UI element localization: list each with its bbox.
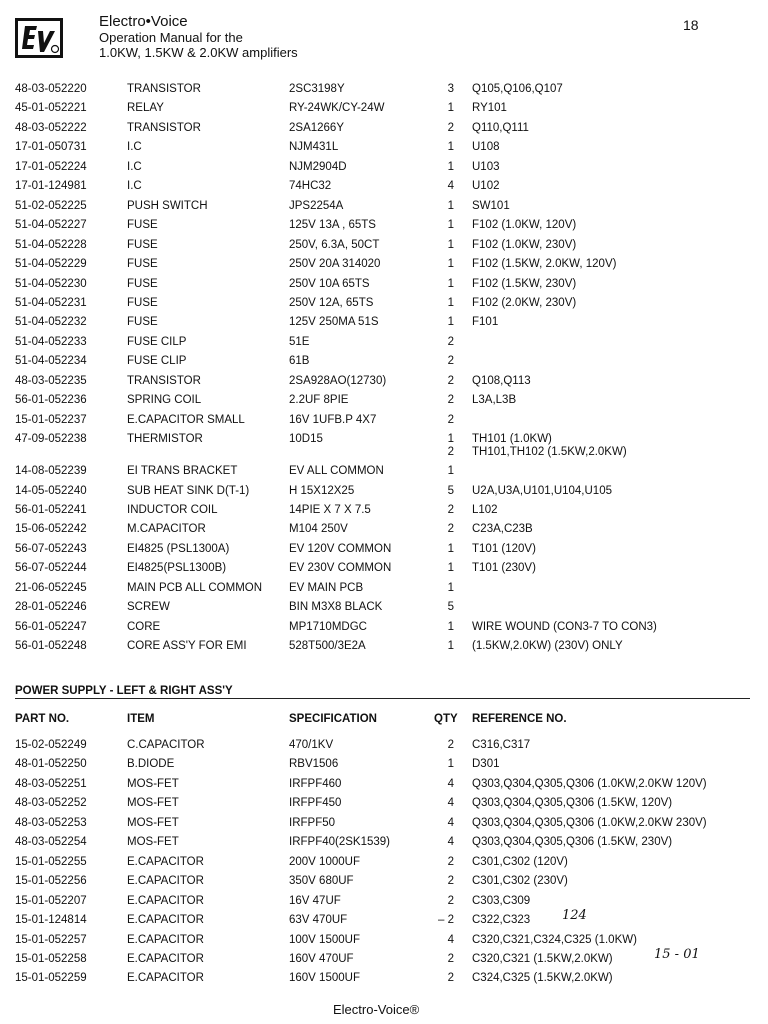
table-row	[0, 81, 768, 97]
quantity: 1	[447, 542, 454, 555]
table-row	[0, 334, 768, 350]
quantity: 1	[447, 562, 454, 575]
part-number: 21-06-052245	[15, 581, 87, 594]
quantity: 5	[447, 484, 454, 497]
item-name: FUSE	[127, 277, 158, 290]
reference-no: (1.5KW,2.0KW) (230V) ONLY	[472, 640, 623, 653]
item-name: CORE ASS'Y FOR EMI	[127, 640, 247, 653]
reference-no: Q303,Q304,Q305,Q306 (1.0KW,2.0KW 230V)	[472, 816, 707, 829]
item-name: E.CAPACITOR	[127, 894, 204, 907]
footer-brand: Electro-Voice®	[333, 1002, 420, 1017]
part-number: 15-01-052237	[15, 413, 87, 426]
table-row	[0, 619, 768, 635]
part-number: 17-01-050731	[15, 141, 87, 154]
table-row	[0, 139, 768, 155]
specification: MP1710MDGC	[289, 620, 367, 633]
specification: 250V 10A 65TS	[289, 277, 370, 290]
quantity: 4	[447, 777, 454, 790]
table-row	[0, 737, 768, 753]
part-number: 14-05-052240	[15, 484, 87, 497]
item-name: I.C	[127, 160, 142, 173]
header-item: ITEM	[127, 713, 155, 725]
specification: 200V 1000UF	[289, 855, 360, 868]
item-name: MOS-FET	[127, 797, 179, 810]
quantity: 2	[447, 523, 454, 536]
item-name: TRANSISTOR	[127, 374, 201, 387]
reference-no-alt: TH101,TH102 (1.5KW,2.0KW)	[472, 446, 627, 459]
reference-no: TH101 (1.0KW)	[472, 433, 552, 446]
reference-no: U103	[472, 160, 500, 173]
part-number: 48-01-052250	[15, 758, 87, 771]
part-number: 28-01-052246	[15, 601, 87, 614]
brand-name: Electro•Voice	[99, 13, 188, 30]
part-number: 45-01-052221	[15, 102, 87, 115]
reference-no: Q110,Q111	[472, 121, 529, 134]
header-reference: REFERENCE NO.	[472, 713, 567, 725]
part-number: 15-01-052256	[15, 875, 87, 888]
part-number: 47-09-052238	[15, 433, 87, 446]
part-number: 51-04-052230	[15, 277, 87, 290]
table-row	[0, 159, 768, 175]
item-name: RELAY	[127, 102, 164, 115]
item-name: SUB HEAT SINK D(T-1)	[127, 484, 250, 497]
section-divider	[15, 698, 750, 699]
quantity: 1	[447, 433, 454, 446]
item-name: E.CAPACITOR	[127, 933, 204, 946]
item-name: FUSE	[127, 258, 158, 271]
table-row	[0, 638, 768, 654]
quantity: 2	[447, 413, 454, 426]
handwritten-note: 15 - 01	[654, 946, 700, 962]
part-number: 15-06-052242	[15, 523, 87, 536]
quantity: 1	[447, 758, 454, 771]
item-name: SPRING COIL	[127, 394, 202, 407]
part-number: 15-02-052249	[15, 739, 87, 751]
table-row	[0, 276, 768, 292]
quantity: 1	[447, 581, 454, 594]
reference-no: U102	[472, 180, 500, 193]
handwritten-note: 124	[562, 908, 587, 924]
part-number: 48-03-052235	[15, 374, 87, 387]
item-name: MOS-FET	[127, 836, 179, 849]
item-name: TRANSISTOR	[127, 83, 201, 95]
specification: EV MAIN PCB	[289, 581, 364, 594]
table-header	[0, 711, 768, 727]
part-number: 15-01-124814	[15, 914, 87, 927]
quantity: 1	[447, 277, 454, 290]
specification: 160V 1500UF	[289, 972, 360, 985]
item-name: EI4825(PSL1300B)	[127, 562, 227, 575]
table-row	[0, 256, 768, 272]
item-name: E.CAPACITOR	[127, 855, 204, 868]
quantity: 1	[447, 102, 454, 115]
specification: 250V, 6.3A, 50CT	[289, 238, 380, 251]
quantity: 2	[447, 952, 454, 965]
reference-no: C324,C325 (1.5KW,2.0KW)	[472, 972, 613, 985]
part-number: 48-03-052253	[15, 816, 87, 829]
part-number: 51-04-052228	[15, 238, 87, 251]
item-name: B.DIODE	[127, 758, 175, 771]
quantity: 2	[447, 875, 454, 888]
quantity: 1	[447, 199, 454, 212]
specification: 10D15	[289, 433, 323, 446]
item-name: E.CAPACITOR	[127, 952, 204, 965]
table-row	[0, 776, 768, 792]
part-number: 51-04-052227	[15, 219, 87, 232]
part-number: 17-01-124981	[15, 180, 87, 193]
table-row	[0, 795, 768, 811]
specification: RY-24WK/CY-24W	[289, 102, 385, 115]
table-row	[0, 854, 768, 870]
item-name: FUSE	[127, 296, 158, 309]
table-row	[0, 100, 768, 116]
specification: 2.2UF 8PIE	[289, 394, 349, 407]
quantity: 1	[447, 296, 454, 309]
quantity: 2	[447, 121, 454, 134]
table-row	[0, 412, 768, 428]
part-number: 14-08-052239	[15, 465, 87, 478]
item-name: EI4825 (PSL1300A)	[127, 542, 230, 555]
quantity: 2	[447, 739, 454, 751]
part-number: 48-03-052222	[15, 121, 87, 134]
table-row	[0, 217, 768, 233]
reference-no: C316,C317	[472, 739, 531, 751]
specification: 16V 1UFB.P 4X7	[289, 413, 377, 426]
table-row	[0, 873, 768, 889]
quantity: 1	[447, 620, 454, 633]
item-name: PUSH SWITCH	[127, 199, 208, 212]
part-number: 51-04-052232	[15, 316, 87, 329]
specification: EV 230V COMMON	[289, 562, 392, 575]
part-number: 56-01-052236	[15, 394, 87, 407]
reference-no: L102	[472, 504, 498, 516]
reference-no: F102 (1.0KW, 120V)	[472, 219, 577, 232]
reference-no: U2A,U3A,U101,U104,U105	[472, 484, 612, 497]
table-row	[0, 198, 768, 214]
reference-no: F102 (1.0KW, 230V)	[472, 238, 577, 251]
quantity: 4	[447, 180, 454, 193]
manual-title: Operation Manual for the	[99, 30, 243, 45]
item-name: FUSE	[127, 238, 158, 251]
specification: NJM431L	[289, 141, 339, 154]
table-row	[0, 463, 768, 479]
item-name: E.CAPACITOR	[127, 875, 204, 888]
table-row	[0, 237, 768, 253]
item-name: MAIN PCB ALL COMMON	[127, 581, 263, 594]
table-row	[0, 373, 768, 389]
part-number: 56-01-052241	[15, 504, 87, 516]
reference-no: C23A,C23B	[472, 523, 533, 536]
document-header	[99, 13, 298, 60]
item-name: CORE	[127, 620, 161, 633]
specification: 125V 250MA 51S	[289, 316, 379, 329]
table-row	[0, 483, 768, 499]
manual-subtitle: 1.0KW, 1.5KW & 2.0KW amplifiers	[99, 45, 298, 60]
quantity: 1	[447, 160, 454, 173]
table-row	[0, 599, 768, 615]
item-name: I.C	[127, 141, 142, 154]
header-qty: QTY	[434, 713, 458, 725]
item-name: I.C	[127, 180, 142, 193]
part-number: 56-01-052248	[15, 640, 87, 653]
reference-no: F102 (1.5KW, 2.0KW, 120V)	[472, 258, 617, 271]
table-row	[0, 353, 768, 369]
specification: 470/1KV	[289, 739, 334, 751]
table-row	[0, 314, 768, 330]
table-row	[0, 502, 768, 518]
table-row	[0, 834, 768, 850]
specification: 2SC3198Y	[289, 83, 345, 95]
reference-no: Q108,Q113	[472, 374, 531, 387]
reference-no: F102 (1.5KW, 230V)	[472, 277, 577, 290]
table-row	[0, 120, 768, 136]
specification: IRFPF450	[289, 797, 342, 810]
section-title: POWER SUPPLY - LEFT & RIGHT ASS'Y	[15, 685, 233, 697]
quantity: 2	[447, 504, 454, 516]
quantity-alt: 2	[447, 446, 454, 459]
part-number: 56-07-052243	[15, 542, 87, 555]
quantity: – 2	[438, 914, 454, 927]
reference-no: F102 (2.0KW, 230V)	[472, 296, 577, 309]
specification: JPS2254A	[289, 199, 344, 212]
quantity: 2	[447, 355, 454, 368]
specification: 2SA1266Y	[289, 121, 344, 134]
specification: 14PIE X 7 X 7.5	[289, 504, 371, 516]
quantity: 2	[447, 335, 454, 348]
reference-no: T101 (230V)	[472, 562, 536, 575]
item-name: M.CAPACITOR	[127, 523, 206, 536]
part-number: 51-04-052234	[15, 355, 87, 368]
specification: RBV1506	[289, 758, 339, 771]
table-row	[0, 521, 768, 537]
specification: 63V 470UF	[289, 914, 348, 927]
specification: 100V 1500UF	[289, 933, 360, 946]
reference-no: RY101	[472, 102, 507, 115]
table-row	[0, 295, 768, 311]
reference-no: L3A,L3B	[472, 394, 517, 407]
quantity: 4	[447, 797, 454, 810]
reference-no: C303,C309	[472, 894, 531, 907]
table-row	[0, 392, 768, 408]
reference-no: Q303,Q304,Q305,Q306 (1.5KW, 120V)	[472, 797, 673, 810]
item-name: C.CAPACITOR	[127, 739, 205, 751]
quantity: 1	[447, 316, 454, 329]
part-number: 17-01-052224	[15, 160, 87, 173]
quantity: 5	[447, 601, 454, 614]
item-name: EI TRANS BRACKET	[127, 465, 238, 478]
table-row	[0, 908, 768, 928]
page-number: 18	[683, 17, 699, 33]
quantity: 1	[447, 238, 454, 251]
part-number: 51-04-052231	[15, 296, 87, 309]
reference-no: F101	[472, 316, 499, 329]
quantity: 1	[447, 219, 454, 232]
table-row	[0, 580, 768, 596]
specification: 250V 20A 314020	[289, 258, 381, 271]
specification: BIN M3X8 BLACK	[289, 601, 383, 614]
specification: 51E	[289, 335, 310, 348]
table-row	[0, 560, 768, 576]
quantity: 4	[447, 933, 454, 946]
specification: 250V 12A, 65TS	[289, 296, 374, 309]
part-number: 48-03-052251	[15, 777, 87, 790]
header-part-no: PART NO.	[15, 713, 70, 725]
specification: IRFPF460	[289, 777, 342, 790]
reference-no: Q303,Q304,Q305,Q306 (1.5KW, 230V)	[472, 836, 673, 849]
item-name: MOS-FET	[127, 816, 179, 829]
specification: IRFPF40(2SK1539)	[289, 836, 390, 849]
reference-no: C320,C321,C324,C325 (1.0KW)	[472, 933, 637, 946]
quantity: 2	[447, 894, 454, 907]
reference-no: SW101	[472, 199, 510, 212]
part-number: 51-02-052225	[15, 199, 87, 212]
quantity: 1	[447, 640, 454, 653]
specification: 74HC32	[289, 180, 332, 193]
reference-no: D301	[472, 758, 500, 771]
specification: 160V 470UF	[289, 952, 354, 965]
item-name: E.CAPACITOR	[127, 914, 204, 927]
quantity: 1	[447, 258, 454, 271]
specification: IRFPF50	[289, 816, 336, 829]
item-name: THERMISTOR	[127, 433, 203, 446]
specification: 528T500/3E2A	[289, 640, 366, 653]
table-row	[0, 815, 768, 831]
header-specification: SPECIFICATION	[289, 713, 377, 725]
specification: EV ALL COMMON	[289, 465, 384, 478]
quantity: 2	[447, 394, 454, 407]
part-number: 51-04-052233	[15, 335, 87, 348]
part-number: 48-03-052220	[15, 83, 87, 95]
quantity: 3	[447, 83, 454, 95]
item-name: E.CAPACITOR	[127, 972, 204, 985]
item-name: FUSE	[127, 316, 158, 329]
reference-no: C320,C321 (1.5KW,2.0KW)	[472, 952, 613, 965]
table-row	[0, 932, 768, 948]
item-name: TRANSISTOR	[127, 121, 201, 134]
part-number: 48-03-052254	[15, 836, 87, 849]
reference-no: C301,C302 (120V)	[472, 855, 568, 868]
part-number: 48-03-052252	[15, 797, 87, 810]
table-row	[0, 946, 768, 967]
part-number: 56-01-052247	[15, 620, 87, 633]
item-name: E.CAPACITOR SMALL	[127, 413, 245, 426]
specification: 2SA928AO(12730)	[289, 374, 387, 387]
table-row	[0, 893, 768, 909]
ev-logo	[15, 18, 63, 58]
quantity: 4	[447, 836, 454, 849]
specification: 125V 13A , 65TS	[289, 219, 376, 232]
item-name: FUSE	[127, 219, 158, 232]
reference-no: WIRE WOUND (CON3-7 TO CON3)	[472, 620, 657, 633]
reference-no: Q105,Q106,Q107	[472, 83, 563, 95]
quantity: 1	[447, 141, 454, 154]
part-number: 15-01-052257	[15, 933, 87, 946]
part-number: 56-07-052244	[15, 562, 87, 575]
reference-no: C301,C302 (230V)	[472, 875, 568, 888]
part-number: 15-01-052259	[15, 972, 87, 985]
reference-no: T101 (120V)	[472, 542, 536, 555]
reference-no: C322,C323	[472, 914, 531, 927]
table-row	[0, 431, 768, 459]
item-name: FUSE CILP	[127, 335, 187, 348]
table-row	[0, 970, 768, 986]
item-name: SCREW	[127, 601, 170, 614]
part-number: 15-01-052255	[15, 855, 87, 868]
specification: NJM2904D	[289, 160, 347, 173]
specification: 61B	[289, 355, 310, 368]
specification: 16V 47UF	[289, 894, 341, 907]
quantity: 2	[447, 374, 454, 387]
reference-no: Q303,Q304,Q305,Q306 (1.0KW,2.0KW 120V)	[472, 777, 707, 790]
table-row	[0, 178, 768, 194]
item-name: INDUCTOR COIL	[127, 504, 218, 516]
part-number: 51-04-052229	[15, 258, 87, 271]
table-row	[0, 756, 768, 772]
quantity: 2	[447, 855, 454, 868]
item-name: MOS-FET	[127, 777, 179, 790]
reference-no: U108	[472, 141, 500, 154]
part-number: 15-01-052258	[15, 952, 87, 965]
quantity: 1	[447, 465, 454, 478]
specification: EV 120V COMMON	[289, 542, 392, 555]
specification: H 15X12X25	[289, 484, 355, 497]
item-name: FUSE CLIP	[127, 355, 187, 368]
specification: M104 250V	[289, 523, 348, 536]
part-number: 15-01-052207	[15, 894, 87, 907]
quantity: 2	[447, 972, 454, 985]
specification: 350V 680UF	[289, 875, 354, 888]
quantity: 4	[447, 816, 454, 829]
table-row	[0, 541, 768, 557]
